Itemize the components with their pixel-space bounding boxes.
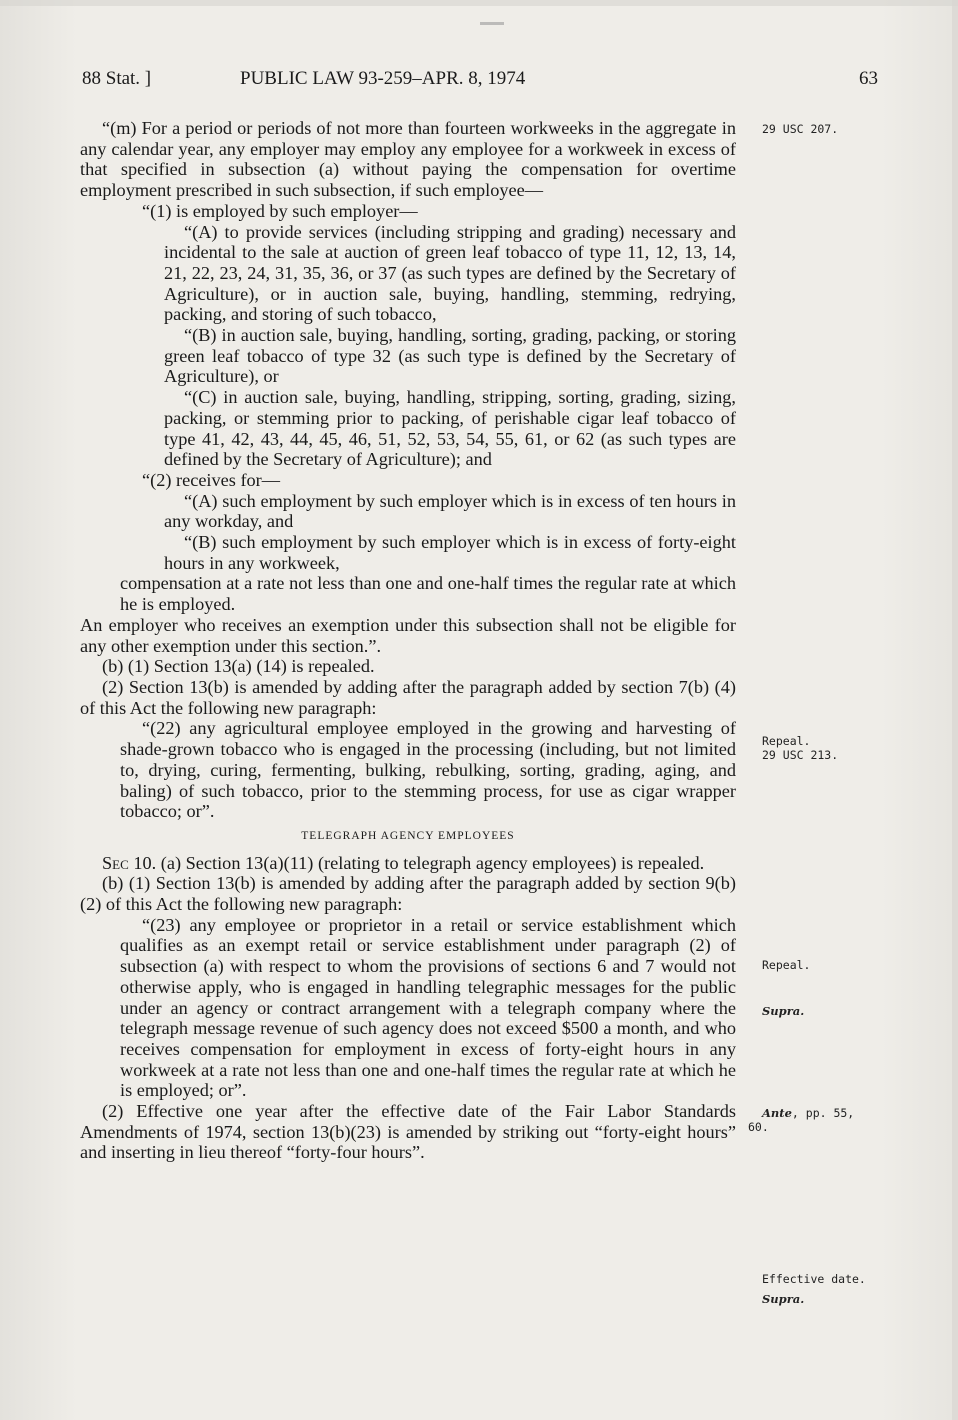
clause-1b: “(B) in auction sale, buying, handling, sorting, grading, packing, or storing green leaf tobacco of type 32 (as such type is defined by the Secretary of Agriculture), or xyxy=(164,325,736,387)
exemption-text: An employer who receives an exemption under this subsection shall not be eligible for any other exemption under this section.”. xyxy=(80,614,736,656)
page-number: 63 xyxy=(859,68,878,89)
section-10a-text: 10. (a) Section 13(a)(11) (relating to telegraph agency employees) is repealed. xyxy=(128,852,705,873)
clause-2b: “(B) such employment by such employer which is in excess of forty-eight hours in any workweek, xyxy=(164,532,736,573)
volume-reference: 88 Stat. ] xyxy=(82,68,152,89)
document-body xyxy=(80,118,736,1163)
margin-note-supra-1 xyxy=(762,1004,804,1018)
margin-ante-pages: , pp. 55, xyxy=(791,1106,855,1120)
margin-supra-1-text: Supra. xyxy=(762,1004,805,1018)
section-10b1: (b) (1) Section 13(b) is amended by adding after the paragraph added by section 9(b)(2) of this Act the following new paragraph: xyxy=(80,873,736,915)
paragraph-1: “(1) is employed by such employer— xyxy=(142,200,418,221)
paragraph-22: “(22) any agricultural employee employed in the growing and harvesting of shade-grown tobacco who is engaged in the processing (including, but not limited to, drying, curing, fermenting, bulking, rebulking, sorting, grading, aging, and baling) of such tobacco, prior to the stemming process, for use as cigar wrapper tobacco; or”. xyxy=(120,718,736,822)
section-label: Sec xyxy=(102,852,129,873)
margin-supra-2-text: Supra. xyxy=(762,1292,805,1306)
margin-note-repeal-1 xyxy=(762,734,838,762)
public-law-title: PUBLIC LAW 93-259–APR. 8, 1974 xyxy=(240,68,526,89)
section-10a xyxy=(80,853,736,874)
margin-note-repeal-2: Repeal. xyxy=(762,958,811,972)
clause-1a: “(A) to provide services (including stripping and grading) necessary and incidental to the sale at auction of green leaf tobacco of type 11, 12, 13, 14, 21, 22, 23, 24, 31, 35, 36, or 37 (as such types are defined by the Secretary of Agriculture), or in auction sale, buying, handling, stemming, redrying, packing, and storing of such tobacco, xyxy=(164,221,736,325)
clause-1c: “(C) in auction sale, buying, handling, stripping, sorting, grading, sizing, packing, or stemming prior to packing, of perishable cigar leaf tobacco of type 41, 42, 43, 44, 45, 46, 51, 52, 53, 54, 55, 61, or 62 (as such types are defined by the Secretary of Agriculture); and xyxy=(164,387,736,470)
clause-2a: “(A) such employment by such employer which is in excess of ten hours in any workday, and xyxy=(164,490,736,532)
margin-note-ante xyxy=(748,1106,854,1134)
paragraph-2: “(2) receives for— xyxy=(142,469,281,490)
margin-usc-213: 29 USC 213. xyxy=(762,748,839,762)
page-header xyxy=(82,68,882,98)
subsection-b2: (2) Section 13(b) is amended by adding after the paragraph added by section 7(b) (4) of this Act the following new paragraph: xyxy=(80,676,736,718)
margin-note-effective-date: Effective date. xyxy=(762,1272,866,1286)
section-heading: TELEGRAPH AGENCY EMPLOYEES xyxy=(301,829,515,842)
margin-ante-page-60: 60. xyxy=(748,1120,769,1134)
section-10b2: (2) Effective one year after the effective date of the Fair Labor Standards Amendments of 1974, section 13(b)(23) is amended by striking out “forty-eight hours” and inserting in lieu thereof “forty-four hours”. xyxy=(80,1101,736,1163)
margin-repeal-label: Repeal. xyxy=(762,734,811,748)
margin-note-usc-207: 29 USC 207. xyxy=(762,122,839,136)
subsection-b1: (b) (1) Section 13(a) (14) is repealed. xyxy=(102,656,375,677)
paragraph-23: “(23) any employee or proprietor in a retail or service establishment which qualifies as an exempt retail or service establishment under paragraph (2) of subsection (a) with respect to whom the provisions of sections 6 and 7 would not otherwise apply, who is engaged in handling telegraphic messages for the public under an agency or contract arrangement with a telegraph company where the telegraph message revenue of such agency does not exceed $500 a month, and who receives compensation for employment in excess of forty-eight hours in any workweek at a rate not less than one and one-half times the regular rate at which he is employed; or”. xyxy=(120,914,736,1101)
subsection-m: “(m) For a period or periods of not more than fourteen workweeks in the aggregate in any calendar year, any employer may employ any employee for a workweek in excess of that specified in subsection (a) without paying the compensation for overtime employment prescribed in such subsection, if such employee— xyxy=(80,118,736,201)
margin-ante-word: Ante xyxy=(762,1106,792,1120)
margin-ante-line xyxy=(748,1106,854,1120)
margin-note-supra-2 xyxy=(762,1292,804,1306)
compensation-text: compensation at a rate not less than one and one-half times the regular rate at which he is employed. xyxy=(120,573,736,615)
